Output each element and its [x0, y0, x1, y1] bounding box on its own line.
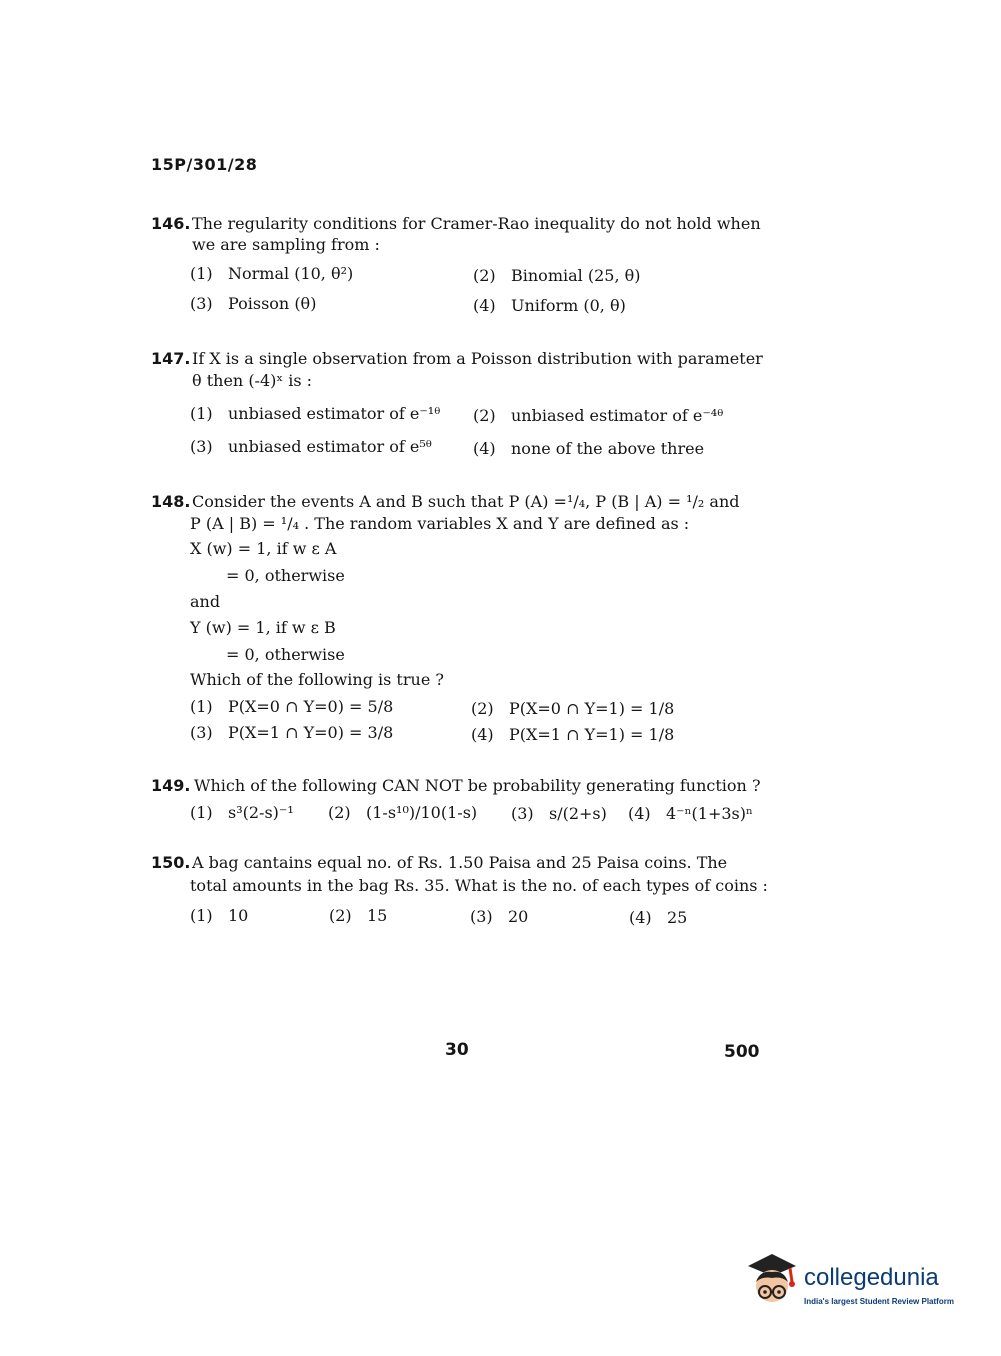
mascot-icon: [742, 1248, 802, 1312]
option-text: unbiased estimator of e⁻⁴ᶿ: [511, 406, 724, 425]
option-text: unbiased estimator of e⁻¹ᶿ: [228, 404, 441, 423]
option-4: [473, 296, 626, 315]
option-number: (2): [329, 906, 352, 925]
definition-x-otherwise: = 0, otherwise: [226, 566, 345, 585]
definition-y-otherwise: = 0, otherwise: [226, 645, 345, 664]
option-number: (1): [190, 906, 213, 925]
option-text: Normal (10, θ²): [228, 264, 354, 283]
option-1: [190, 404, 440, 423]
option-number: (3): [190, 437, 213, 456]
option-number: (1): [190, 803, 213, 822]
logo-name: collegedunia: [804, 1264, 939, 1291]
option-number: (1): [190, 264, 213, 283]
option-number: (1): [190, 404, 213, 423]
question-number: 146.: [151, 214, 191, 233]
option-text: 15: [367, 906, 388, 925]
definition-x: X (w) = 1, if w ε A: [190, 539, 337, 558]
option-2: [328, 803, 477, 822]
option-number: (2): [473, 266, 496, 285]
question-text-line1: If X is a single observation from a Poisson distribution with parameter: [192, 349, 763, 368]
question-number: 148.: [151, 492, 191, 511]
option-3: [470, 907, 528, 926]
option-number: (4): [471, 725, 494, 744]
option-1: [190, 906, 248, 925]
paper-series-code: 500: [724, 1042, 760, 1062]
option-text: s³(2-s)⁻¹: [228, 803, 294, 822]
option-number: (4): [628, 804, 651, 823]
option-number: (2): [328, 803, 351, 822]
option-2: [329, 906, 387, 925]
option-number: (4): [473, 439, 496, 458]
option-text: 10: [228, 906, 249, 925]
and-text: and: [190, 592, 221, 611]
option-text: (1-s¹⁰)/10(1-s): [366, 803, 478, 822]
option-text: unbiased estimator of e⁵ᶿ: [228, 437, 432, 456]
option-2: [473, 266, 641, 285]
paper-code: 15P/301/28: [151, 155, 258, 174]
option-number: (2): [471, 699, 494, 718]
option-text: Uniform (0, θ): [511, 296, 626, 315]
option-1: [190, 803, 294, 822]
option-3: [190, 437, 432, 456]
question-number: 149.: [151, 776, 191, 795]
option-number: (4): [629, 908, 652, 927]
option-4: [629, 908, 687, 927]
option-number: (3): [511, 804, 534, 823]
option-number: (4): [473, 296, 496, 315]
question-text-line1: A bag cantains equal no. of Rs. 1.50 Paisa and 25 Paisa coins. The: [192, 853, 728, 872]
question-text-line2: we are sampling from :: [192, 235, 380, 254]
question-text-line2: θ then (-4)ˣ is :: [192, 371, 313, 390]
option-text: P(X=1 ∩ Y=1) = 1/8: [509, 725, 675, 744]
option-text: 20: [508, 907, 529, 926]
option-4: [471, 725, 674, 744]
option-number: (1): [190, 697, 213, 716]
option-4: [628, 804, 753, 823]
logo-tagline: India's largest Student Review Platform: [804, 1297, 954, 1306]
page-number: 30: [445, 1040, 469, 1060]
option-1: [190, 697, 393, 716]
option-3: [511, 804, 607, 823]
option-text: 25: [667, 908, 688, 927]
question-text-line2: total amounts in the bag Rs. 35. What is the no. of each types of coins :: [190, 876, 768, 895]
option-number: (3): [190, 294, 213, 313]
collegedunia-logo: [742, 1248, 972, 1318]
option-2: [471, 699, 674, 718]
option-number: (2): [473, 406, 496, 425]
option-number: (3): [470, 907, 493, 926]
option-1: [190, 264, 353, 283]
option-4: [473, 439, 704, 458]
option-text: P(X=1 ∩ Y=0) = 3/8: [228, 723, 394, 742]
question-prompt: Which of the following is true ?: [190, 670, 444, 689]
option-3: [190, 294, 316, 313]
question-text-line1: Which of the following CAN NOT be probability generating function ?: [194, 776, 761, 795]
question-text-line1: The regularity conditions for Cramer-Rao inequality do not hold when: [192, 214, 761, 233]
question-text-line2: P (A | B) = ¹/₄ . The random variables X and Y are defined as :: [190, 514, 690, 533]
option-text: P(X=0 ∩ Y=0) = 5/8: [228, 697, 394, 716]
option-number: (3): [190, 723, 213, 742]
option-3: [190, 723, 393, 742]
question-text-line1: Consider the events A and B such that P (A) =¹/₄, P (B | A) = ¹/₂ and: [192, 492, 740, 511]
option-text: Poisson (θ): [228, 294, 317, 313]
option-2: [473, 406, 723, 425]
definition-y: Y (w) = 1, if w ε B: [190, 618, 336, 637]
option-text: P(X=0 ∩ Y=1) = 1/8: [509, 699, 675, 718]
option-text: none of the above three: [511, 439, 705, 458]
option-text: 4⁻ⁿ(1+3s)ⁿ: [666, 804, 753, 823]
question-number: 150.: [151, 853, 191, 872]
option-text: Binomial (25, θ): [511, 266, 641, 285]
question-number: 147.: [151, 349, 191, 368]
option-text: s/(2+s): [549, 804, 607, 823]
